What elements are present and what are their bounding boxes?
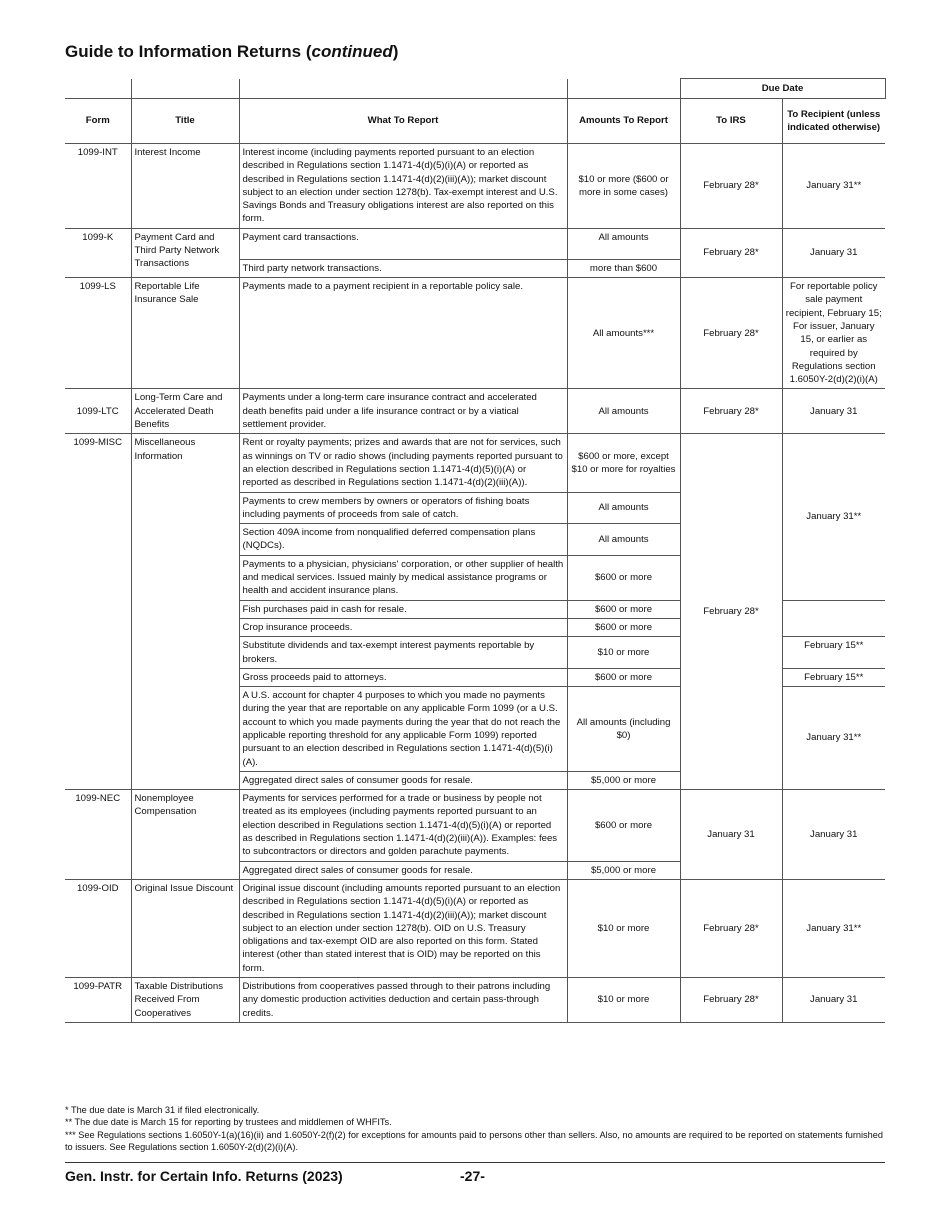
title-cell: Taxable Distributions Received From Cooperatives — [131, 978, 239, 1023]
form-cell: 1099-LS — [65, 278, 131, 389]
information-returns-table — [65, 78, 886, 1023]
amount-cell: $600 or more — [567, 555, 680, 600]
table-row-1099-patr — [65, 978, 885, 1023]
footer-publication-title: Gen. Instr. for Certain Info. Returns (2023) — [65, 1168, 343, 1184]
table-row-1099-nec — [65, 790, 885, 861]
what-cell: Payments to crew members by owners or operators of fishing boats including payments of proceeds from sale of catch. — [239, 492, 567, 524]
header-form: Form — [65, 99, 131, 144]
amount-cell: $10 or more — [567, 637, 680, 669]
form-cell: 1099-OID — [65, 879, 131, 977]
title-cell: Long-Term Care and Accelerated Death Benefits — [131, 389, 239, 434]
what-cell: Payments to a physician, physicians' corporation, or other supplier of health and medical services. Issued mainly by medical assistance programs or health and accident insurance plans. — [239, 555, 567, 600]
irs-due-cell: February 28* — [680, 879, 782, 977]
amount-cell: All amounts*** — [567, 278, 680, 389]
header-amounts-to-report: Amounts To Report — [567, 99, 680, 144]
header-due-date: Due Date — [680, 79, 885, 99]
what-cell: Payments under a long-term care insurance contract and accelerated death benefits paid under a life insurance contract or by a viatical settlement provider. — [239, 389, 567, 434]
form-cell: 1099-K — [65, 228, 131, 277]
title-cell: Payment Card and Third Party Network Transactions — [131, 228, 239, 277]
what-cell: Payment card transactions. — [239, 228, 567, 259]
amount-cell: $10 or more ($600 or more in some cases) — [567, 144, 680, 229]
recipient-due-cell: January 31 — [782, 389, 885, 434]
form-cell: 1099-LTC — [65, 389, 131, 434]
footnote-1: * The due date is March 31 if filed electronically. — [65, 1105, 260, 1115]
what-cell: Rent or royalty payments; prizes and awards that are not for services, such as winnings on TV or radio shows (including payments reported pursuant to an election described in Regulations section 1.1471-4(d)(5)(i)(A) or reported as described in Regulations section 1.1471-4(d)(2)(iii)(A)). — [239, 434, 567, 492]
amount-cell: All amounts — [567, 492, 680, 524]
form-cell: 1099-INT — [65, 144, 131, 229]
what-cell: Interest income (including payments reported pursuant to an election described in Regulations section 1.1471-4(d)(5)(i)(A) or reported as described in Regulations section 1.1471-4(d)(2)(iii)(A)); market discount subject to an election under section 1278(b). Tax-exempt interest and U.S. Savings Bonds and Treasury obligations interest are also reported on this form. — [239, 144, 567, 229]
amount-cell: $600 or more — [567, 618, 680, 636]
table-row-1099-oid — [65, 879, 885, 977]
form-cell: 1099-PATR — [65, 978, 131, 1023]
amount-cell: $10 or more — [567, 978, 680, 1023]
amount-cell: $600 or more, except $10 or more for royalties — [567, 434, 680, 492]
title-cell: Nonemployee Compensation — [131, 790, 239, 880]
footnote-2: ** The due date is March 15 for reporting by trustees and middlemen of WHFITs. — [65, 1117, 392, 1128]
irs-due-cell: February 28* — [680, 389, 782, 434]
what-cell: Original issue discount (including amounts reported pursuant to an election described in Regulations section 1.1471-4(d)(5)(i)(A) or reported as described in Regulations section 1.1471-4(d)(2)(iii)(A)); market discount subject to an election under section 1278(b). OID on U.S. Treasury obligations and tax-exempt OID are also reported on this form. Stated interest (other than stated interest that is OID) may be reported on this form. — [239, 879, 567, 977]
title-cell: Reportable Life Insurance Sale — [131, 278, 239, 389]
recipient-due-cell: January 31 — [782, 228, 885, 277]
footnote-3: *** See Regulations sections 1.6050Y-1(a)(16)(ii) and 1.6050Y-2(f)(2) for exceptions for amounts paid to persons other than sellers. Also, no amounts are required to be reported on statements furnished to issuers. See Regulations section 1.6050Y-2(d)(2)(i)(A). — [65, 1129, 883, 1153]
recipient-due-cell: January 31** — [782, 434, 885, 600]
form-cell: 1099-MISC — [65, 434, 131, 790]
page-title: Guide to Information Returns (continued) — [65, 42, 399, 61]
title-cell: Interest Income — [131, 144, 239, 229]
amount-cell: more than $600 — [567, 259, 680, 277]
irs-due-cell: January 31 — [680, 790, 782, 880]
table-row-1099-ls — [65, 278, 885, 389]
recipient-due-cell: January 31** — [782, 144, 885, 229]
what-cell: Aggregated direct sales of consumer goods for resale. — [239, 771, 567, 789]
footer-divider — [65, 1162, 885, 1163]
irs-due-cell: February 28* — [680, 978, 782, 1023]
what-cell: Fish purchases paid in cash for resale. — [239, 600, 567, 618]
header-what-to-report: What To Report — [239, 99, 567, 144]
table-row-1099-k — [65, 228, 885, 259]
form-cell: 1099-NEC — [65, 790, 131, 880]
amount-cell: $600 or more — [567, 668, 680, 686]
amount-cell: All amounts — [567, 228, 680, 259]
amount-cell: $600 or more — [567, 790, 680, 861]
what-cell: A U.S. account for chapter 4 purposes to which you made no payments during the year that are reportable on any applicable Form 1099 (or a U.S. account to which you made payments during the year that do not reach the applicable reporting threshold for any applicable Form 1099) reported pursuant to an election described in Regulations section 1.1471-4(d)(5)(i)(A). — [239, 687, 567, 772]
what-cell: Payments for services performed for a trade or business by people not treated as its employees (including payments reported pursuant to an election described in Regulations section 1.1471-4(d)(5)(i)(A) or reported as described in Regulations section 1.1471-4(d)(2)(iii)(A)). Examples: fees to subcontractors or directors and golden parachute payments. — [239, 790, 567, 861]
recipient-due-cell: January 31 — [782, 978, 885, 1023]
irs-due-cell: February 28* — [680, 434, 782, 790]
footnotes — [65, 1104, 885, 1154]
title-cell: Original Issue Discount — [131, 879, 239, 977]
page-number: -27- — [460, 1168, 485, 1184]
what-cell: Aggregated direct sales of consumer goods for resale. — [239, 861, 567, 879]
table-row-1099-misc — [65, 434, 885, 492]
what-cell: Third party network transactions. — [239, 259, 567, 277]
title-continued: continued — [311, 42, 393, 61]
what-cell: Gross proceeds paid to attorneys. — [239, 668, 567, 686]
what-cell: Distributions from cooperatives passed through to their patrons including any domestic production activities deduction and certain pass-through credits. — [239, 978, 567, 1023]
what-cell: Crop insurance proceeds. — [239, 618, 567, 636]
recipient-due-cell: January 31** — [782, 879, 885, 977]
amount-cell: $5,000 or more — [567, 861, 680, 879]
amount-cell: $600 or more — [567, 600, 680, 618]
header-to-irs: To IRS — [680, 99, 782, 144]
what-cell: Payments made to a payment recipient in a reportable policy sale. — [239, 278, 567, 389]
irs-due-cell: February 28* — [680, 278, 782, 389]
header-title: Title — [131, 99, 239, 144]
table-row-1099-ltc — [65, 389, 885, 434]
recipient-due-cell: For reportable policy sale payment recipient, February 15; For issuer, January 15, or earlier as required by Regulations section 1.6050Y-2(d)(2)(i)(A) — [782, 278, 885, 389]
irs-due-cell: February 28* — [680, 144, 782, 229]
amount-cell: $5,000 or more — [567, 771, 680, 789]
recipient-due-cell-blank — [782, 600, 885, 637]
recipient-due-cell: February 15** — [782, 668, 885, 686]
what-cell: Section 409A income from nonqualified deferred compensation plans (NQDCs). — [239, 524, 567, 556]
header-row-due-date — [65, 79, 885, 99]
table-row-1099-int — [65, 144, 885, 229]
amount-cell: All amounts — [567, 389, 680, 434]
amount-cell: All amounts (including $0) — [567, 687, 680, 772]
recipient-due-cell: January 31 — [782, 790, 885, 880]
header-to-recipient: To Recipient (unless indicated otherwise) — [782, 99, 885, 144]
header-row — [65, 99, 885, 144]
recipient-due-cell: February 15** — [782, 637, 885, 669]
irs-due-cell: February 28* — [680, 228, 782, 277]
title-cell: Miscellaneous Information — [131, 434, 239, 790]
recipient-due-cell: January 31** — [782, 687, 885, 790]
amount-cell: All amounts — [567, 524, 680, 556]
amount-cell: $10 or more — [567, 879, 680, 977]
what-cell: Substitute dividends and tax-exempt interest payments reportable by brokers. — [239, 637, 567, 669]
